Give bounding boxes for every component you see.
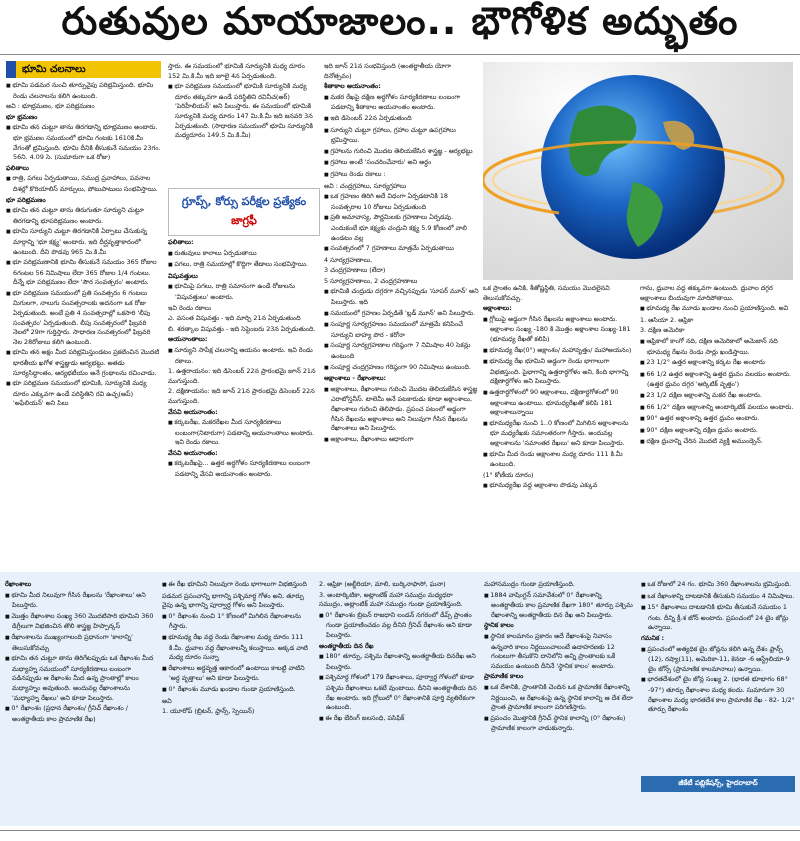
bullet-item: ■ 23 1/2 దక్షిణ అక్షాంశాన్ని మకర రేఖ అంటారు. xyxy=(640,391,795,402)
bullet-item: ■ 0° రేఖాంశం మూడు ఖండాల గుండా ప్రయాణిస్తుంది. xyxy=(162,685,312,696)
bullet-item: ■ భూమికి చంద్రుడు దగ్గరగా వచ్చినప్పుడు 'సూపర్ మూన్' అని పిలుస్తారు. ఇది xyxy=(324,287,479,307)
bullet-item: ■ ఒక గ్రహణం తిరిగి అదే విధంగా ఏర్పడటానికి 18 సంవత్సరాల 10 రోజులు ఏర్పడుతుంది xyxy=(324,192,479,212)
subheading: శీతాకాల అయనాంతం: xyxy=(324,82,381,91)
subheading: స్థానిక కాలం xyxy=(484,621,514,630)
bullet-item: ■ ఉత్తరార్ధగోళంలో 90 అక్షాంశాలు, దక్షిణార్ధగోళంలో 90 అక్షాంశాలు ఉంటాయి. భూమధ్యరేఖతో కలిపి 181 అక్షాంశాలున్నాయి xyxy=(483,388,633,418)
bullet-item: ■ రేఖాంశాలు అర్ధవృత్త ఆకారంలో ఉంటాయి కాబట్టి వాటిని 'అర్ధ వృత్తాలు' అని కూడా పిలుస్తారు. xyxy=(162,664,312,684)
paragraph: ఎ. వసంత విషువత్తు - ఇది మార్చి 21న ఏర్పడుతుంది xyxy=(168,314,301,323)
headline-rule xyxy=(0,54,800,55)
section-flag-icon xyxy=(6,61,16,78)
paragraph: (1° కోణీయ దూరం) xyxy=(483,470,534,479)
bullet-item: ■ 90° ఉత్తర అక్షాంశాన్ని ఉత్తర ధ్రువం అంటారు. xyxy=(640,414,795,425)
group-exam-subtitle: జాగ్రఫీ xyxy=(231,214,257,227)
paragraph: గాను, ధ్రువాల వద్ద తక్కువగా ఉంటుంది. ధ్రువాల దగ్గర అక్షాంశాలు బిందువుగా మారిపోతాయి. xyxy=(640,284,773,302)
subheading: ప్రామాణిక కాలం xyxy=(484,672,524,681)
bullet-item: ■ భూమధ్య రేఖ మూడు ఖండాల నుంచి ప్రయాణిస్తుంది. అవి xyxy=(640,304,795,315)
publisher-credit: జీకేటీ పబ్లికేషన్స్, హైదరాబాద్ xyxy=(641,776,795,792)
paragraph: అవి : భూభ్రమణం, భూ పరిభ్రమణం xyxy=(6,102,95,111)
bullet-item: ■ మొత్తం రేఖాంశాల సంఖ్య 360 మొదటిసారి భూమిని 360 డిగ్రీలుగా విభజించిన తొలి శాస్త్రజ్ఞ హిప్పార్కస్ xyxy=(5,612,155,632)
bullet-item: ■ రుతువులు కాలాలు ఏర్పడుతాయి xyxy=(168,249,318,260)
bullet-item: ■ ఈ రేఖ బేరింగ్ జలసంధి, పసిఫిక్ xyxy=(319,714,477,725)
column-2-bottom xyxy=(168,238,318,560)
bullet-item: ■ స్థానిక కాలమానం ప్రకారం అదే రేఖాంశంపై నివాసం ఉన్నవారి కాలం నిర్ణయించాలంటే ఉదాహరణకు 12 గంటలుగా తీసుకొని దానిలోని అన్ని ప్రాంతాలకు ఒకే సమయం ఉంటుంది దీనినే 'స్థానిక కాలం' అంటారు. xyxy=(484,632,634,671)
bullet-item: ■ భూమి తన చుట్టూ తాను తిరుగుతూ సూర్యుని చుట్టూ తిరగడాన్ని భూపరిభ్రమణం అంటారు. xyxy=(6,206,161,226)
bottom-column-e xyxy=(641,580,795,770)
bullet-item: ■ సమయంలో గ్రహణం ఏర్పడితే 'బ్లడ్ మూన్' అని పిలుస్తారు. xyxy=(324,309,479,320)
bullet-item: ■ 1884 వాషింగ్టన్ సమావేశంలో 0° రేఖాంశాన్ని అంతర్జాతీయ కాల ప్రమాణిక రేఖగా 180° తూర్పు పశ్చిమ రేఖాంశాన్ని అంతర్జాతీయ దిన రేఖ అని పిలుస్తారు. xyxy=(484,591,634,621)
bullet-item: ■ ఈ రేఖ భూమిని నిలువుగా రెండు భాగాలుగా విభజిస్తుంది xyxy=(162,580,312,591)
bullet-item: ■ సూర్యుని సాపేక్ష చలనాన్ని ఆయనం అంటారు. ఇవి రెండు రకాలు. xyxy=(168,346,318,366)
bullet-item: ■ భారతదేశంలో టైం జోన్ల సంఖ్య 2. (భారత భూభాగం 68° -97°) తూర్పు రేఖాంశాల మధ్య కలదు. సుమారుగా 30 రేఖాంశాల మధ్య భారతదేశ కాల ప్రామాణిక రేఖ - 82- 1/2° తూర్పు రేఖాంశం xyxy=(641,675,795,714)
bullet-item: ■ సంపూర్ణ చంద్రగ్రహణం గరిష్ఠంగా 90 నిమిషాలు ఉంటుంది. xyxy=(324,363,479,374)
bullet-item: ■ ప్రపంచం మొత్తానికి గ్రీనిచ్ స్థానిక కాలాన్ని (0° రేఖాంశం) ప్రామాణిక కాలంగా వాడుకున్నారు. xyxy=(484,714,634,734)
subheading: అక్షాంశాలు: xyxy=(483,304,512,313)
bullet-item: ■ 90° దక్షిణ అక్షాంశాన్ని దక్షిణ ధ్రువం అంటారు. xyxy=(640,426,795,437)
bullet-item: ■ భూమి సూర్యుని చుట్టూ తిరగడానికి ఏర్పాటు చేసుకున్న మార్గాన్ని 'భూ కక్ష్య' అంటారు. ఇది దీర్ఘవృత్తాకారంలో ఉంటుంది. దీని పొడవు 965 మి.కి.మీ xyxy=(6,227,161,257)
column-3 xyxy=(324,62,479,562)
bullet-item: ■ ప్రపంచంలో అత్యధిక టైం జోన్లను కలిగి ఉన్న దేశం ఫ్రాన్స్ (12), రష్యా(11), అమెరికా-11, కెనడా -6 ఆస్ట్రేలియా-9 టైం జోన్స్ (ప్రామాణిక కాలమానాలు) ఉన్నాయి. xyxy=(641,645,795,675)
bullet-item: ■ సూర్యుని చుట్టూ గ్రహాలు, గ్రహాల చుట్టూ ఉపగ్రహాలు భ్రమిస్తాయి. xyxy=(324,126,479,146)
subheading: భూ భ్రమణం xyxy=(6,112,38,121)
bullet-item: ■ భూమి తన అక్షం మీద పరిభ్రమిస్తుండటం ప్రకటించిన మొదటి భారతీయ ఖగోళ శాస్త్రజ్ఞుడు ఆర్యభట్టు. అతడు సూర్యసిద్ధాంతం, ఆర్యభటీయం అనే గ్రంథాలను రచించాడు. xyxy=(6,348,161,378)
paragraph: 3. దక్షిణ అమెరికా xyxy=(640,326,685,335)
subheading: భూ పరిభ్రమణం xyxy=(6,195,46,204)
paragraph: అవి xyxy=(162,696,172,705)
paragraph: 3. అంటార్కిటికా, అట్లాంటిక్ మహా సముద్రం మధ్యధరా సముద్రం, అట్లాంటిక్ మహా సముద్రం గుండా ప్రయాణిస్తుంది. xyxy=(319,590,463,609)
bullet-item: ■ ఒక దేశానికి, ప్రాంతానికి చెందిన ఒక ప్రామాణిక రేఖాంశాన్ని నిర్ణయించి, ఆ రేఖాంశంపై ఉన్న స్థానిక కాలాన్ని ఆ దేశ లేదా ప్రాంత ప్రామాణిక కాలంగా పరిగణిస్తారు. xyxy=(484,683,634,713)
bullet-item: ■ సంవత్సరంలో 7 గ్రహణాలు మాత్రమే ఏర్పడుతాయి xyxy=(324,244,479,255)
subheading: అంతర్జాతీయ దిన రేఖ xyxy=(319,641,374,650)
subheading: అక్షాంశాలు - రేఖాంశాలు: xyxy=(324,374,387,383)
bullet-item: ■ భూ పరిభ్రమణ సమయంలో భూమికి, సూర్యునికి మధ్య దూరం ఎక్కువగా ఉండే పరిస్థితిని రవి ఉచ్ఛ(అప్) 'అఫేలియన్' అని పిలు xyxy=(6,379,161,409)
bullet-item: ■ 180° తూర్పు, పశ్చిమ రేఖాంశాన్ని అంతర్జాతీయ దినరేఖ అని పిలుస్తారు. xyxy=(319,652,477,672)
paragraph: 1. ఆసియా 2. ఆఫ్రికా xyxy=(640,315,694,324)
bullet-item: ■ అక్షాంశాలు, రేఖాంశాలు గురించి మొదట తెలియజేసిన శాస్త్రజ్ఞ ఎరాటోస్తనీస్. టాలెమీ అనే పటకారుడు కూడా అక్షాంశాలు, రేఖాంశాలు గురించి తెలిపాడు. ప్రపంచ పటంలో అడ్డంగా గీసిన రేఖలను అక్షాంశాలు అని నిలువుగా గీసిన రేఖలను రేఖాంశాలు అని పిలుస్తారు. xyxy=(324,385,479,434)
bullet-item: ■ భూమి తన చుట్టూ తాను తిరగడాన్ని భూభ్రమణం అంటారు. భూ భ్రమణం సమయంలో భూమి గంటకు 1610కి.మీ వేగంతో భ్రమిస్తుంది. భూమి దీనికి తీసుకునే సమయం 23గం. 56ని. 4.09 సె. (సుమారుగా ఒక రోజు) xyxy=(6,123,161,162)
bullet-item: ■ 0° రేఖాంశం బ్రిటన్ రాజధాని లండన్ నగరంలో డీప్స్ ప్రాంతం గుండా ప్రయాణించడం వల్ల దీనిని గ్రీనిచ్ రేఖాంశం అని కూడా పిలుస్తారు. xyxy=(319,611,477,641)
paragraph: పడమర ప్రపంచాన్ని భాగాన్ని పశ్చిమార్ధ గోళం అని, తూర్పు వైపు ఉన్న భాగాన్ని పూర్వార్ధ గోళం అని పిలుస్తారు. xyxy=(162,591,304,610)
bullet-item: ■ కర్కటరేఖ, మకరరేఖల మీద సూర్యకిరణాలు లంబంగా(నిటారుగా) పడటాన్ని అయనాంతాలు అంటారు. ఇవి రెండు రకాలు. xyxy=(168,418,318,448)
paragraph: 4 సూర్యగ్రహణాలు, xyxy=(324,255,373,264)
subheading: ఫలితాలు: xyxy=(168,238,194,246)
bottom-column-a xyxy=(5,580,155,820)
headline: రుతువుల మాయాజాలం.. భౌగోళిక అద్భుతం xyxy=(61,0,739,43)
bullet-item: ■ భూ పరిభ్రమణానికి భూమి తీసుకునే సమయం 365 రోజుల 6గంటల 56 నిమిషాలు లేదా 365 రోజుల 1/4 గంటలు. దీన్నే భూ పరిభ్రమణం లేదా 'సౌర సంవత్సరం' అంటారు. xyxy=(6,258,161,288)
bullet-item: ■ భూమి మీద నిలువుగా గీసిన రేఖలను 'రేఖాంశాలు' అని పిలుస్తారు. xyxy=(5,591,155,611)
bullet-item: ■ భూ పరిభ్రమణ సమయంలో ప్రతి సంవత్సరం 6 గంటలు మిగులగా, నాలుగు సంవత్సరాలకు అదనంగా ఒక రోజు ఏర్పడుతుంది. అంటే ప్రతి 4 సంవత్సరాల్లో ఒకసారి 'లీపు సంవత్సరం' ఏర్పడుతుంది. లీపు సంవత్సరంలో ఫిబ్రవరి నెలలో 29గా గుర్తిస్తారు. సాధారణ సంవత్సరంలో ఫిబ్రవరి నెల 28రోజులు కలిగి ఉంటుంది. xyxy=(6,289,161,348)
column-5 xyxy=(640,284,795,564)
bullet-item: ■ 15° రేఖాంశాలు దాటడానికి భూమి తీసుకునే సమయం 1 గంట. దీన్ని క్రీ.శ జోన్ అంటారు. ప్రపంచంలో 24 టైం జోన్లు ఉన్నాయి. xyxy=(641,603,795,633)
group-exam-box xyxy=(168,188,320,236)
bullet-item: ■ 0° రేఖాంశం నుంచి 1° కోణంలో మిగిలిన రేఖాంశాలను గీస్తారు. xyxy=(162,612,312,632)
bullet-item: ■ ఒక రోజులో 24 గం. భూమి 360 రేఖాంశాలను భ్రమిస్తుంది. xyxy=(641,580,795,591)
bullet-item: ■ అక్షాంశాలు, రేఖాంశాలు ఆధారంగా xyxy=(324,435,479,446)
paragraph: ఇది జూన్ 21న సంభవిస్తుంది (అంతర్జాతీయ యోగా దినోత్సవం) xyxy=(324,62,452,80)
section-title-text: భూమి చలనాలు xyxy=(22,63,86,75)
paragraph: ఇవి రెండు రకాలు xyxy=(168,303,212,312)
bullet-item: ■ మకర రేఖపై దక్షిణ అర్ధగోళం సూర్యకిరణాలు లంబంగా పడటాన్ని శీతాకాల అయనాంతం అంటారు. xyxy=(324,93,479,113)
bullet-item: ■ భూమిపై పగలు, రాత్రి సమానంగా ఉండే రోజులను 'విషువత్తులు' అంటారు. xyxy=(168,282,318,302)
bullet-item: ■ భూమి పడమర నుంచి తూర్పువైపు పరిభ్రమిస్తుంది. భూమి రెండు చలనాలను కలిగి ఉంటుంది. xyxy=(6,81,161,101)
subheading: వేసవి అయనాంతం: xyxy=(168,407,218,416)
column-1 xyxy=(6,81,161,561)
column-2-top xyxy=(168,62,318,186)
globe-image xyxy=(483,62,793,280)
section-title-earth-motions xyxy=(6,61,161,78)
bullet-item: ■ రాత్రి, పగలు ఏర్పడుతాయి, సముద్ర ప్రవాహాలు, పవనాల దిశల్లో కొరియాలిస్ మార్పులు, పోటుపాటులు సంభవిస్తాయి. xyxy=(6,174,161,194)
paragraph: స్తారు. ఈ సమయంలో భూమికి సూర్యునికి మధ్య దూరం 152 మి.కి.మీ ఇది జూలై 4న ఏర్పడుతుంది. xyxy=(168,62,305,80)
bullet-item: ■ ఒక రేఖాంశాన్ని దాటడానికి తీసుకుని సమయం 4 నిమిషాలు. xyxy=(641,592,795,603)
paragraph: మహాసముద్రం గుండా ప్రయాణిస్తుంది. xyxy=(484,580,575,588)
bullet-item: ■ రేఖాంశాలను ముఖ్యంగాలంది ప్రధానంగా 'కాలాన్ని' తెలుసుకోవచ్చు xyxy=(5,633,155,653)
bullet-item: ■ ఆఫ్రికాలో కాంగో నది, దక్షిణ అమెరికాలో అమెజాన్ నది భూమధ్య రేఖను రెండు సార్లు ఖండిస్తాయి. xyxy=(640,337,795,357)
subheading: గమనిక : xyxy=(641,633,665,642)
bullet-item: ■ పగలు, రాత్రి సమయాల్లో కొద్దిగా తేడాలు సంభవిస్తాయి. xyxy=(168,260,318,271)
paragraph: అవి : చంద్రగ్రహాలు, సూర్యగ్రహాలు xyxy=(324,181,407,190)
paragraph: 5 సూర్యగ్రహణాలు, 2 చంద్రగ్రహణాలు xyxy=(324,276,418,285)
paragraph: 2. ఆఫ్రికా (అల్జీరియా, మాలి, బుర్కినాఫాసో, ఘనా) xyxy=(319,580,446,588)
bullet-item: ■ 66 1/2° దక్షిణ అక్షాంశాన్ని అంటార్కిటిక్ వలయం అంటారు. xyxy=(640,403,795,414)
bullet-item: ■ భూ పరిభ్రమణ సమయంలో భూమికి సూర్యునికి మధ్య దూరం తక్కువగా ఉండే పరిస్థితిని రవినీచ(అర్) 'పెరిహీలియన్' అని పిలుస్తారు. ఈ సమయంలో భూమికి సూర్యునికి మధ్య దూరం 147 మి.కి.మీ ఇది జనవరి 3న ఏర్పడుతుంది. (సాధారణ సమయంలో భూమి సూర్యునికి మధ్యదూరం 149.5 మి.కి.మీ) xyxy=(168,82,318,141)
paragraph: 3 చంద్రగ్రహణాలు (లేదా) xyxy=(324,266,386,275)
bullet-item: ■ కర్కటరేఖపై... ఉత్తర అర్ధగోళం సూర్యకిరణాలు లంబంగా పడటాన్ని వేసవి అయనాంతం అంటారు. xyxy=(168,459,318,479)
bullet-item: ■ భూమి తన చుట్టూ తాను తిరిగేటప్పుడు ఒక రేఖాంశం మీద మధ్యాహ్న సమయంలో సూర్యకిరణాలు లంబంగా పడినప్పుడు ఆ రేఖాంశం మీద ఉన్న ప్రాంతాల్లో కాలం మధ్యాహ్నం అవుతుంది. అందువల్ల రేఖాంశాలను 'మధ్యాహ్న రేఖలు' అని కూడా పిలుస్తారు. xyxy=(5,654,155,703)
bullet-item: ■ గ్రహాలు రెండు రకాలు : xyxy=(324,170,479,181)
paragraph: బి. శరత్కాల విషువత్తు - ఇది సెప్టెంబరు 23న ఏర్పడుతుంది. xyxy=(168,324,316,333)
footer-rule xyxy=(0,830,800,831)
bottom-column-c xyxy=(319,580,477,820)
bullet-item: ■ భూమధ్య రేఖ భూమిని అడ్డంగా రెండు భాగాలుగా విభజిస్తుంది. పైభాగాన్ని ఉత్తరార్ధగోళం అని, కింది భాగాన్ని దక్షిణార్ధగోళం అని పిలుస్తారు. xyxy=(483,357,633,387)
bullet-item: ■ గ్రహాలను గురించి మొదట తెలియజేసిన శాస్త్రజ్ఞ - ఆర్యభట్టు xyxy=(324,147,479,158)
subheading: రేఖాంశాలు xyxy=(5,580,32,588)
bullet-item: ■ 66 1/2 ఉత్తర అక్షాంశాన్ని ఉత్తర ధ్రువం వలయం అంటారు. (ఉత్తర ధ్రువం దగ్గర 'ఆర్కిటిక్ వృత్తం') xyxy=(640,370,795,390)
bullet-item: ■ ఇది డిసెంబర్ 22న ఏర్పడుతుంది xyxy=(324,114,479,125)
bullet-item: ■ గ్లోబుపై అడ్డంగా గీసిన రేఖలను అక్షాంశాలు అంటారు. అక్షాంశాల సంఖ్య -180 కి మొత్తం అక్షాంశాల సంఖ్య-181 (భూమధ్య రేఖతో కలిపి) xyxy=(483,315,633,345)
bullet-item: ■ భూమధ్యరేఖ నుంచి 1..0 కోణంలో మిగిలిన అక్షాంశాలను భూ మధ్యరేఖకు సమాంతరంగా గీస్తారు. అందువల్ల అక్షాంశాలను 'సమాంతర రేఖలు' అని కూడా పిలుస్తారు. xyxy=(483,419,633,449)
bullet-item: ■ పశ్చిమార్ధ గోళంలో 179 రేఖాంశాలు, పూర్వార్ధ గోళంలో కూడా పశ్చిమ రేఖాంశాలు ఒకటే వుంటాయి. దీనిని అంతర్జాతీయ దిన రేఖ అంటారు. ఇది గ్లోబులో 0° రేఖాంశానికి పూర్తి వ్యతిరేకంగా ఉంటుంది. xyxy=(319,673,477,712)
subheading: విషువత్తులు xyxy=(168,271,198,280)
bullet-item: ■ 0° రేఖాంశం (ప్రధాన రేఖాంశం/ గ్రీనిచ్ రేఖాంశం / అంతర్జాతీయ కాల ప్రామాణిక రేఖ) xyxy=(5,704,155,724)
globe-illustration xyxy=(483,62,793,280)
paragraph: 2. దక్షిణాయనం: ఇది జూన్ 21న ప్రారంభమై డిసెంబర్ 22న ముగుస్తుంది. xyxy=(168,387,315,405)
paragraph: ఒక ప్రాంతం ఉనికి, శీతోష్ణస్థితి, సమయం మొదలైనవి తెలుసుకోవచ్చు. xyxy=(483,284,610,302)
subheading: అయనాంతాలు: xyxy=(168,335,208,344)
bottom-column-d xyxy=(484,580,634,820)
bullet-item: ■ ప్రతి అమావాస్య, పౌర్ణమిలకు గ్రహణాలు ఏర్పడవు. ఎందుకంటే భూ కక్ష్యకు చంద్రుని కక్ష్య 5.9 కోణంలో వాలి ఉండటం వల్ల xyxy=(324,213,479,243)
subheading: ఫలితాలు xyxy=(6,163,29,172)
bullet-item: ■ సంపూర్ణ సూర్యగ్రహణం సమయంలో మాత్రమే కనిపించే సూర్యుని బాహ్య పొర - కరోనా xyxy=(324,320,479,340)
subheading: వేసవి అయనాంతం: xyxy=(168,448,218,457)
paragraph: 1. యూరోప్ (బ్రిటన్, ఫ్రాన్స్, స్పెయిన్) xyxy=(162,707,255,716)
paragraph: 1. ఉత్తరాయనం: ఇది డిసెంబర్ 22న ప్రారంభమై జూన్ 21న ముగుస్తుంది. xyxy=(168,367,316,385)
bullet-item: ■ భూమధ్యరేఖ వద్ద అక్షాంశాల పొడవు ఎక్కువ xyxy=(483,481,633,492)
bullet-item: ■ సంపూర్ణ సూర్యగ్రహణాల గరిష్ఠంగా 7 నిమిషాల 40 సెకన్లు ఉంటుంది xyxy=(324,341,479,361)
column-4 xyxy=(483,284,633,564)
bullet-item: ■ భూమధ్య రేఖ(0°) అక్షాంశం/ మహావృత్తం/ మహాఅయనం) xyxy=(483,346,633,357)
bullet-item: ■ 23 1/2° ఉత్తర అక్షాంశాన్ని కర్కట రేఖ అంటారు xyxy=(640,358,795,369)
bottom-column-b xyxy=(162,580,312,820)
bullet-item: ■ భూమి మీద రెండు అక్షాంశాల మధ్య దూరం 111 కి.మీ ఉంటుంది. xyxy=(483,450,633,470)
group-exam-title: గ్రూప్స్‌, కోర్సు పరీక్షల ప్రత్యేకం xyxy=(181,195,307,208)
bullet-item: ■ భూమధ్య రేఖ వద్ద రెండు రేఖాంశాల మధ్య దూరం 111 కి.మీ. ధ్రువాల వద్ద రేఖాంశాలన్నీ కలుస్తాయి. అక్కడ వాటి మధ్య దూరం సున్నా xyxy=(162,633,312,663)
bullet-item: ■ దక్షిణ ధ్రువాన్ని చేరిన మొదటి వ్యక్తి అముండ్సెన్. xyxy=(640,437,795,448)
bullet-item: ■ గ్రహాలు అంటే 'సంచరించేవారు' అని అర్థం xyxy=(324,158,479,169)
